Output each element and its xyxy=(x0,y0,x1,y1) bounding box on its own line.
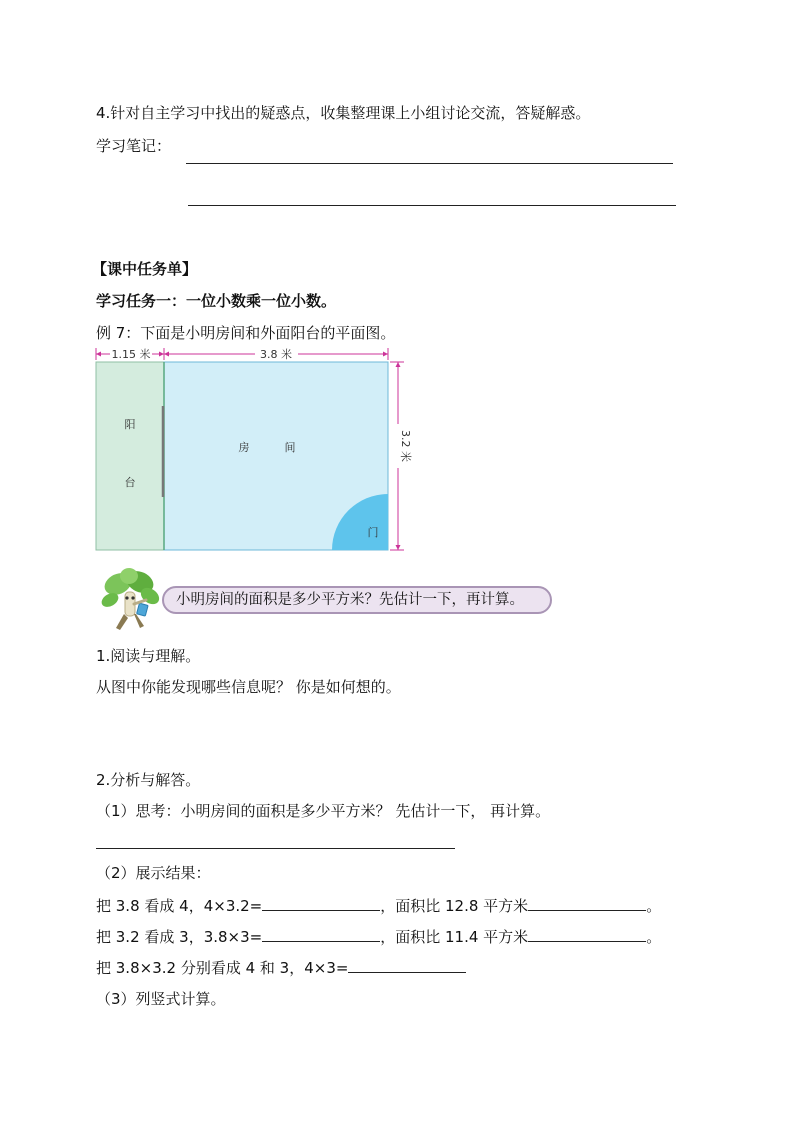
row-1-blank-2[interactable] xyxy=(528,894,646,911)
room-label-1: 房 xyxy=(238,441,250,454)
question-2: （2）展示结果： xyxy=(96,864,211,882)
room-label-2: 间 xyxy=(284,441,296,454)
row-1-text-c: 。 xyxy=(646,897,662,915)
question-3: （3）列竖式计算。 xyxy=(96,990,226,1008)
arrow-icon xyxy=(396,362,401,367)
result-row-3 xyxy=(96,956,466,978)
floor-plan xyxy=(90,342,410,558)
section-1-title: 1.阅读与理解。 xyxy=(96,647,201,665)
section-1-question: 从图中你能发现哪些信息呢？ 你是如何想的。 xyxy=(96,678,401,696)
notes-label: 学习笔记： xyxy=(96,137,172,155)
arrow-icon xyxy=(396,545,401,550)
leaf-mascot-icon xyxy=(96,566,164,636)
row-1-blank-1[interactable] xyxy=(262,894,380,911)
row-2-blank-2[interactable] xyxy=(528,925,646,942)
row-2-text-c: 。 xyxy=(646,928,662,946)
row-3-blank-1[interactable] xyxy=(348,956,466,973)
speech-bubble: 小明房间的面积是多少平方米？先估计一下，再计算。 xyxy=(162,586,552,614)
door-label: 门 xyxy=(367,526,379,539)
row-1-text-a: 把 3.8 看成 4，4×3.2= xyxy=(96,897,263,915)
row-2-blank-1[interactable] xyxy=(262,925,380,942)
arrow-icon xyxy=(383,352,388,357)
task-1-title: 学习任务一：一位小数乘一位小数。 xyxy=(96,292,337,310)
row-2-text-b: ，面积比 11.4 平方米 xyxy=(380,928,529,946)
result-row-1 xyxy=(96,894,661,916)
arrow-icon xyxy=(164,352,169,357)
section-2-title: 2.分析与解答。 xyxy=(96,771,201,789)
arrow-icon xyxy=(96,352,101,357)
notes-line-2 xyxy=(188,205,676,206)
dim-room-height-label: 3.2 米 xyxy=(399,430,412,462)
row-3-text-a: 把 3.8×3.2 分别看成 4 和 3，4×3= xyxy=(96,959,349,977)
balcony-label-2: 台 xyxy=(124,476,136,489)
result-row-2 xyxy=(96,925,661,947)
row-1-text-b: ，面积比 12.8 平方米 xyxy=(380,897,529,915)
task-sheet-heading: 【课中任务单】 xyxy=(92,260,198,278)
dim-balcony-label: 1.15 米 xyxy=(111,348,151,361)
example-7: 例 7：下面是小明房间和外面阳台的平面图。 xyxy=(96,324,396,342)
answer-line-1 xyxy=(96,848,455,849)
notes-line-1 xyxy=(186,163,673,164)
arrow-icon xyxy=(159,352,164,357)
balcony-area xyxy=(96,362,164,550)
dim-room-width-label: 3.8 米 xyxy=(260,348,292,361)
item-4: 4.针对自主学习中找出的疑惑点，收集整理课上小组讨论交流，答疑解惑。 xyxy=(96,104,591,122)
balcony-label-1: 阳 xyxy=(124,418,136,431)
row-2-text-a: 把 3.2 看成 3，3.8×3= xyxy=(96,928,263,946)
question-1: （1）思考：小明房间的面积是多少平方米？ 先估计一下， 再计算。 xyxy=(96,802,551,820)
